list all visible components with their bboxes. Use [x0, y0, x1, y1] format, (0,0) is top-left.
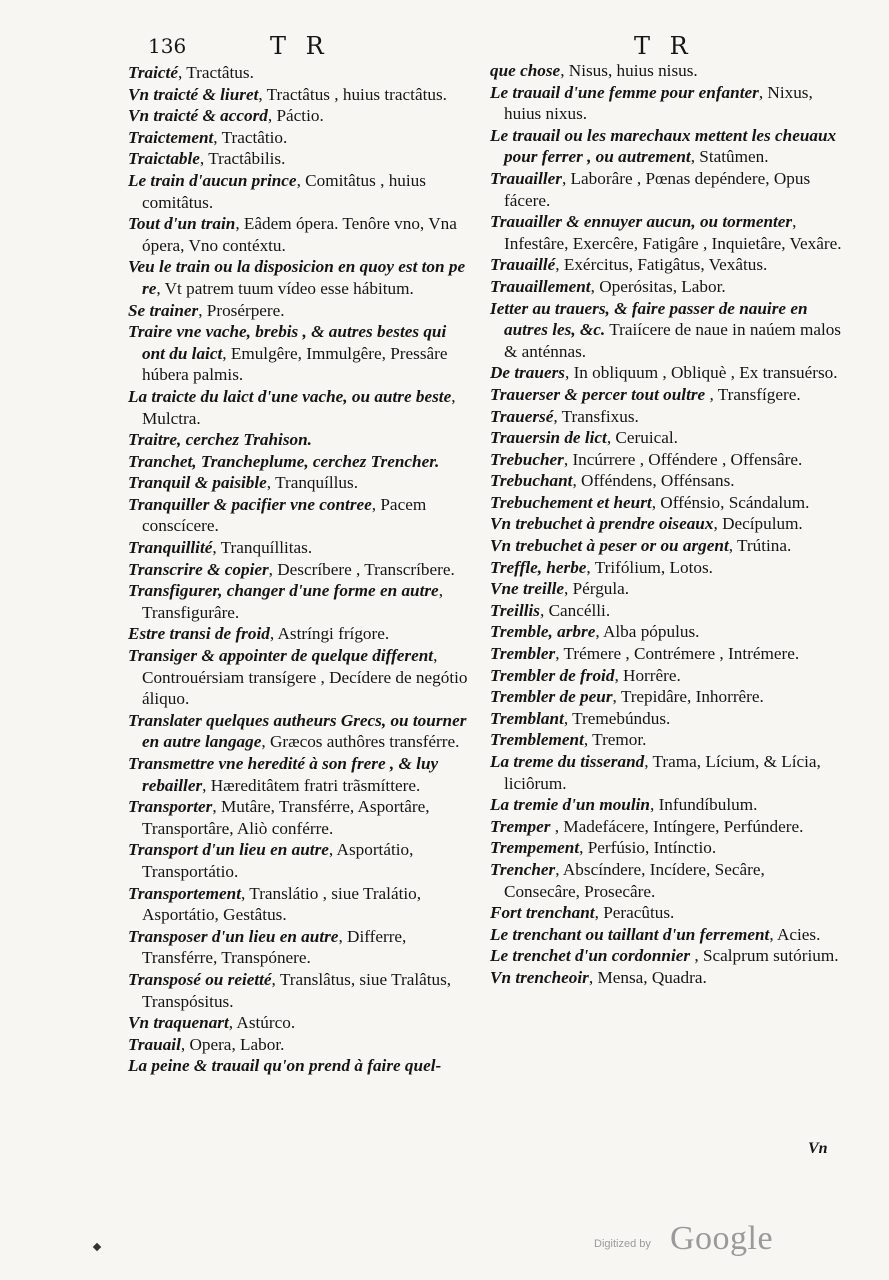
dictionary-entry: [490, 82, 842, 125]
french-headword: Trebuchement et heurt: [490, 492, 652, 512]
left-column: [128, 62, 472, 1077]
digitized-by-google-watermark: [594, 1220, 794, 1264]
dictionary-entry: [490, 902, 842, 924]
latin-translation: , Transfixus.: [553, 406, 639, 426]
latin-translation: , Horrêre.: [614, 665, 681, 685]
latin-translation: , Infestâre, Exercêre, Fatigâre , Inquietâre, Vexâre.: [504, 212, 842, 253]
latin-translation: , Pérgula.: [564, 579, 630, 599]
latin-translation: , Vt patrem tuum vídeo esse hábitum.: [156, 278, 414, 298]
latin-translation: , Asportátio, Transportátio.: [142, 840, 414, 881]
dictionary-entry: [490, 621, 842, 643]
dictionary-entry: [490, 859, 842, 902]
french-headword: Transporter: [128, 797, 213, 817]
dictionary-entry: [128, 796, 472, 839]
latin-translation: , Trama, Lícium, & Lícia, liciôrum.: [504, 752, 821, 793]
french-headword: Transposé ou reietté: [128, 969, 272, 989]
dictionary-entry: [490, 168, 842, 211]
dictionary-entry: [490, 967, 842, 989]
french-headword: Transcrire & copier: [128, 559, 269, 579]
dictionary-entry: [128, 472, 472, 494]
french-headword: Trebucher: [490, 449, 564, 469]
latin-translation: , Tranquíllitas.: [212, 538, 313, 558]
french-headword: Le trauail d'une femme pour enfanter: [490, 82, 759, 102]
latin-translation: , Comitâtus , huius comitâtus.: [142, 170, 426, 212]
french-headword: Vn trebuchet à prendre oiseaux: [490, 514, 714, 534]
dictionary-entry: [128, 213, 472, 256]
french-headword: Le trauail ou les marechaux mettent les cheuaux pour ferrer , ou autrement: [490, 125, 837, 167]
french-headword: Traire vne vache, brebis , & autres bestes qui ont du laict: [128, 322, 447, 363]
latin-translation: , Nixus, huius nixus.: [504, 82, 813, 124]
dictionary-entry: [490, 816, 842, 838]
french-headword: Treillis: [490, 600, 540, 620]
latin-translation: , In obliquum , Obliquè , Ex transuérso.: [564, 363, 838, 383]
latin-translation: , Ceruical.: [606, 428, 678, 448]
dictionary-entry: [128, 1034, 472, 1056]
latin-translation: , Offéndens, Offénsans.: [572, 471, 735, 491]
french-headword: Tranquil & paisible: [128, 473, 267, 493]
french-headword: Trauail: [128, 1034, 181, 1054]
scan-mark-icon: [93, 1243, 101, 1251]
latin-translation: , Transfigurâre.: [142, 581, 443, 622]
latin-translation: , Tremebúndus.: [563, 708, 671, 728]
french-headword: La tremie d'un moulin: [490, 795, 650, 815]
dictionary-entry: [490, 406, 842, 428]
latin-translation: , Opera, Labor.: [180, 1034, 285, 1054]
dictionary-entry: [490, 470, 842, 492]
dictionary-entry: [128, 170, 472, 213]
french-headword: Vn trencheoir: [490, 967, 589, 987]
dictionary-entry: [490, 384, 842, 406]
latin-translation: , Astríngi frígore.: [269, 624, 390, 644]
french-headword: Vn traicté & liuret: [128, 84, 259, 104]
dictionary-entry: [490, 578, 842, 600]
french-headword: Trembler: [490, 644, 556, 664]
dictionary-entry: [128, 580, 472, 623]
french-headword: Trauersé: [490, 406, 554, 426]
french-headword: Estre transi de froid: [128, 624, 270, 644]
french-headword: Ietter au trauers, & faire passer de nauire en autres les, &c.: [490, 298, 808, 340]
latin-translation: , Peracûtus.: [594, 903, 675, 923]
dictionary-entry: [490, 751, 842, 794]
page-number: 136: [148, 34, 187, 58]
dictionary-entry: [128, 645, 472, 710]
dictionary-entry: [490, 924, 842, 946]
dictionary-entry: [490, 362, 842, 384]
french-headword: Fort trenchant: [490, 903, 595, 923]
french-headword: Traictable: [128, 149, 200, 169]
latin-translation: , Infundíbulum.: [649, 795, 758, 815]
french-headword: De trauers: [490, 363, 565, 383]
french-headword: Trauailler: [490, 168, 562, 188]
latin-translation: , Incúrrere , Offéndere , Offensâre.: [563, 449, 803, 469]
french-headword: Tremper: [490, 816, 551, 836]
french-headword: Vn traicté & accord: [128, 106, 268, 126]
dictionary-entry: [128, 494, 472, 537]
french-headword: Le train d'aucun prince: [128, 170, 297, 190]
french-headword: Trembler de peur: [490, 687, 613, 707]
latin-translation: , Controuérsiam transígere , Decídere de negótio áliquo.: [142, 646, 468, 709]
french-headword: Trembler de froid: [490, 665, 615, 685]
dictionary-entry: [490, 600, 842, 622]
french-headword: Le trenchet d'un cordonnier: [490, 946, 691, 966]
french-headword: Trauailler & ennuyer aucun, ou tormenter: [490, 212, 793, 232]
french-headword: Trauersin de lict: [490, 428, 607, 448]
french-headword: Transportement: [128, 883, 242, 903]
latin-translation: , Differre, Transférre, Transpónere.: [142, 926, 407, 968]
latin-translation: , Acies.: [769, 924, 821, 944]
latin-translation: , Cancélli.: [539, 600, 611, 620]
latin-translation: , Trepidâre, Inhorrêre.: [612, 687, 764, 707]
french-headword: Traitre, cerchez Trahison.: [128, 430, 312, 450]
dictionary-entry: [490, 125, 842, 168]
latin-translation: , Alba pópulus.: [595, 622, 700, 642]
latin-translation: , Decípulum.: [713, 514, 803, 534]
french-headword: Transiger & appointer de quelque different: [128, 646, 434, 666]
latin-translation: , Transfígere.: [705, 384, 801, 404]
latin-translation: , Trútina.: [728, 536, 792, 556]
latin-translation: Traiícere de naue in naúem malos & anténnas.: [504, 320, 842, 361]
latin-translation: , Operósitas, Labor.: [590, 276, 726, 296]
running-head-left: T R: [270, 32, 330, 60]
french-headword: Vn traquenart: [128, 1013, 229, 1033]
french-headword: Traicté: [128, 63, 178, 82]
latin-translation: , Statûmen.: [690, 147, 769, 167]
dictionary-entry: [490, 211, 842, 254]
latin-translation: , Tremor.: [583, 730, 647, 750]
dictionary-entry: [128, 926, 472, 969]
dictionary-entry: [490, 945, 842, 967]
catchword: Vn: [808, 1140, 828, 1157]
dictionary-entry: [490, 837, 842, 859]
latin-translation: , Mutâre, Transférre, Asportâre, Transportâre, Aliò conférre.: [142, 797, 430, 838]
dictionary-entry: [128, 623, 472, 645]
google-logo-text: Google: [670, 1220, 774, 1257]
dictionary-entry: [128, 537, 472, 559]
dictionary-entry: [490, 492, 842, 514]
latin-translation: , Trémere , Contrémere , Intrémere.: [555, 644, 800, 664]
dictionary-entry: [128, 559, 472, 581]
latin-translation: , Descríbere , Transcríbere.: [268, 559, 455, 579]
latin-translation: , Trifólium, Lotos.: [586, 557, 713, 577]
dictionary-entry: [128, 451, 472, 473]
french-headword: Transfigurer, changer d'une forme en autre: [128, 581, 439, 601]
french-headword: La traicte du laict d'une vache, ou autre beste: [128, 386, 452, 406]
latin-translation: , Tractâbilis.: [199, 149, 286, 169]
french-headword: Tout d'un train: [128, 214, 236, 234]
french-headword: La treme du tisserand: [490, 752, 645, 771]
dictionary-entry: [490, 686, 842, 708]
french-headword: Trauaillé: [490, 255, 556, 275]
latin-translation: , Exércitus, Fatigâtus, Vexâtus.: [555, 255, 768, 275]
dictionary-entry: [490, 254, 842, 276]
latin-translation: , Tranquíllus.: [266, 473, 359, 493]
dictionary-entry: [128, 883, 472, 926]
french-headword: Vne treille: [490, 579, 564, 599]
dictionary-entry: [490, 513, 842, 535]
french-headword: que chose: [490, 61, 561, 80]
french-headword: Vn trebuchet à peser or ou argent: [490, 536, 729, 556]
dictionary-entry: [128, 710, 472, 753]
dictionary-entry: [128, 62, 472, 84]
dictionary-entry: [490, 276, 842, 298]
french-headword: Tranquiller & pacifier vne contree: [128, 494, 372, 514]
latin-translation: , Tractâtus , huius tractâtus.: [258, 84, 447, 104]
french-headword: Tremble, arbre: [490, 622, 596, 642]
latin-translation: , Tractâtio.: [213, 127, 288, 147]
dictionary-entry: [128, 429, 472, 451]
latin-translation: , Nisus, huius nisus.: [560, 61, 698, 80]
dictionary-entry: [128, 105, 472, 127]
french-headword: Tremblement: [490, 730, 584, 750]
latin-translation: , Tractâtus.: [177, 63, 254, 82]
dictionary-entry: [490, 643, 842, 665]
digitized-by-label: Digitized by: [594, 1238, 651, 1250]
french-headword: Traictement: [128, 127, 214, 147]
dictionary-entry: [128, 256, 472, 299]
dictionary-entry: [128, 300, 472, 322]
dictionary-entry: [128, 321, 472, 386]
french-headword: Tranchet, Trancheplume, cerchez Trencher.: [128, 451, 440, 471]
french-headword: Tranquillité: [128, 538, 213, 558]
dictionary-entry: [490, 427, 842, 449]
latin-translation: , Prosérpere.: [198, 300, 285, 320]
latin-translation: , Astúrco.: [228, 1013, 296, 1033]
latin-translation: , Græcos authôres transférre.: [261, 732, 460, 752]
latin-translation: , Translâtus, siue Tralâtus, Transpósitus.: [142, 969, 452, 1011]
french-headword: Trempement: [490, 838, 580, 858]
latin-translation: , Laborâre , Pœnas depéndere, Opus fácere.: [504, 168, 811, 210]
french-headword: Translater quelques autheurs Grecs, ou tourner en autre langage: [128, 710, 467, 752]
dictionary-entry: [490, 298, 842, 363]
french-headword: Trauerser & percer tout oultre: [490, 384, 706, 404]
latin-translation: , Scalprum sutórium.: [690, 946, 839, 966]
dictionary-entry: [490, 449, 842, 471]
french-headword: Tremblant: [490, 708, 564, 728]
dictionary-entry: [128, 84, 472, 106]
latin-translation: , Offénsio, Scándalum.: [651, 492, 810, 512]
dictionary-entry: [128, 148, 472, 170]
latin-translation: , Eâdem ópera. Tenôre vno, Vna ópera, Vno contéxtu.: [142, 214, 457, 255]
latin-translation: , Mensa, Quadra.: [588, 967, 707, 987]
dictionary-entry: [128, 753, 472, 796]
dictionary-entry: [128, 127, 472, 149]
french-headword: Trencher: [490, 859, 556, 879]
french-headword: Transmettre vne heredité à son frere , & luy rebailler: [128, 754, 439, 795]
latin-translation: , Perfúsio, Intínctio.: [579, 838, 717, 858]
latin-translation: , Emulgêre, Immulgêre, Pressâre húbera palmis.: [142, 343, 448, 385]
dictionary-entry: [490, 794, 842, 816]
french-headword: Transport d'un lieu en autre: [128, 840, 329, 860]
french-headword: Veu le train ou la disposicion en quoy est ton pe re: [128, 257, 466, 298]
dictionary-entry: [490, 708, 842, 730]
dictionary-entry: [128, 1012, 472, 1034]
latin-translation: , Madefácere, Intíngere, Perfúndere.: [550, 816, 804, 836]
dictionary-entry: [490, 535, 842, 557]
dictionary-entry: [128, 839, 472, 882]
dictionary-entry: [490, 665, 842, 687]
latin-translation: , Abscíndere, Incídere, Secâre, Consecâre, Prosecâre.: [504, 859, 765, 901]
dictionary-entry: [128, 1055, 472, 1077]
latin-translation: , Translátio , siue Tralátio, Asportátio, Gestâtus.: [142, 883, 422, 925]
french-headword: Se trainer: [128, 300, 199, 320]
french-headword: Trauaillement: [490, 276, 591, 296]
dictionary-entry: [128, 386, 472, 429]
french-headword: Transposer d'un lieu en autre: [128, 926, 339, 946]
dictionary-entry: [128, 969, 472, 1012]
dictionary-entry: [490, 60, 842, 82]
latin-translation: , Hæreditâtem fratri trãsmíttere.: [202, 775, 421, 795]
french-headword: La peine & trauail qu'on prend à faire quel-: [128, 1056, 442, 1076]
french-headword: Treffle, herbe: [490, 557, 587, 577]
latin-translation: , Pacem conscícere.: [142, 494, 427, 536]
french-headword: Trebuchant: [490, 471, 573, 491]
latin-translation: , Mulctra.: [142, 386, 456, 428]
dictionary-entry: [490, 729, 842, 751]
right-column: [490, 60, 842, 989]
running-head-right: T R: [634, 32, 694, 60]
dictionary-entry: [490, 557, 842, 579]
french-headword: Le trenchant ou taillant d'un ferrement: [490, 924, 770, 944]
latin-translation: , Páctio.: [267, 106, 324, 126]
